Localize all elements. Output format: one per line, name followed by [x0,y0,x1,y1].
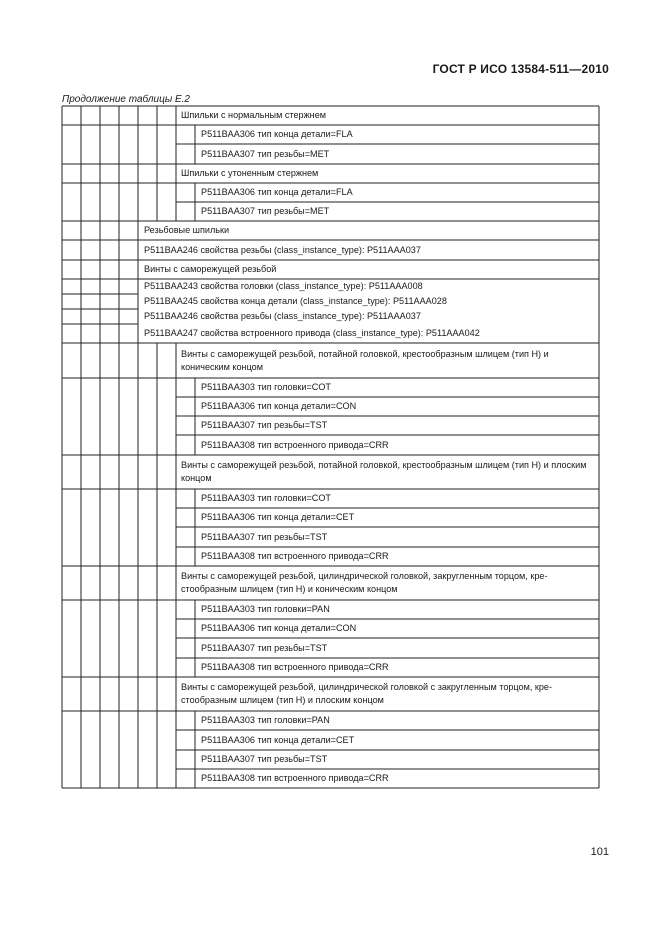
property-cell: P511BAA303 тип головки=COT [201,382,331,392]
property-cell: P511BAA308 тип встроенного привода=CRR [201,439,389,450]
property-cell: P511BAA303 тип головки=PAN [201,604,330,614]
class-cell: Винты с саморежущей резьбой, цилиндрической головкой с закругленным торцом, крестообразным шлицем (тип H) и плоским концом [181,682,553,705]
property-cell: P511BAA307 тип резьбы=MET [201,148,330,159]
standard-designation: ГОСТ Р ИСО 13584-511—2010 [432,62,609,76]
class-cell: P511BAA243 свойства головки (class_instance_type): P511AAA008 [144,281,423,291]
class-cell: P511BAA247 свойства встроенного привода (class_instance_type): P511AAA042 [144,328,480,338]
class-cell: P511BAA245 свойства конца детали (class_instance_type): P511AAA028 [144,296,447,306]
class-cell: Винты с саморежущей резьбой, потайной головкой, крестообразным шлицем (тип H) и коническим концом [181,348,549,372]
property-cell: P511BAA308 тип встроенного привода=CRR [201,662,389,672]
classification-table [62,106,599,788]
class-cell: Резьбовые шпильки [144,225,230,235]
property-cell: P511BAA306 тип конца детали=CON [201,623,357,633]
property-cell: P511BAA306 тип конца детали=CET [201,734,355,745]
property-cell: P511BAA307 тип резьбы=MET [201,206,330,216]
table-caption: Продолжение таблицы Е.2 [62,94,190,105]
property-cell: P511BAA308 тип встроенного привода=CRR [201,551,389,561]
property-cell: P511BAA308 тип встроенного привода=CRR [201,773,389,783]
property-cell: P511BAA307 тип резьбы=TST [201,420,328,430]
property-cell: P511BAA303 тип головки=COT [201,493,331,503]
class-cell: Винты с саморежущей резьбой [144,264,277,274]
class-cell: Винты с саморежущей резьбой, потайной головкой, крестообразным шлицем (тип H) и плоским концом [181,460,587,483]
property-cell: P511BAA307 тип резьбы=TST [201,754,328,764]
property-cell: P511BAA306 тип конца детали=CON [201,401,357,411]
property-cell: P511BAA307 тип резьбы=TST [201,642,328,653]
page-number: 101 [590,846,609,858]
class-cell: Винты с саморежущей резьбой, цилиндрической головкой, закругленным торцом, крестообразным шлицем (тип H) и коническим концом [181,571,548,594]
property-cell: P511BAA306 тип конца детали=FLA [201,129,353,139]
class-cell: Шпильки с нормальным стержнем [181,110,327,120]
class-cell: Шпильки с утоненным стержнем [181,168,319,178]
property-cell: P511BAA307 тип резьбы=TST [201,531,328,542]
class-cell: P511BAA246 свойства резьбы (class_instance_type): P511AAA037 [144,244,421,255]
property-cell: P511BAA303 тип головки=PAN [201,715,330,725]
property-cell: P511BAA306 тип конца детали=FLA [201,187,353,197]
property-cell: P511BAA306 тип конца детали=CET [201,512,355,522]
class-cell: P511BAA246 свойства резьбы (class_instance_type): P511AAA037 [144,311,421,321]
